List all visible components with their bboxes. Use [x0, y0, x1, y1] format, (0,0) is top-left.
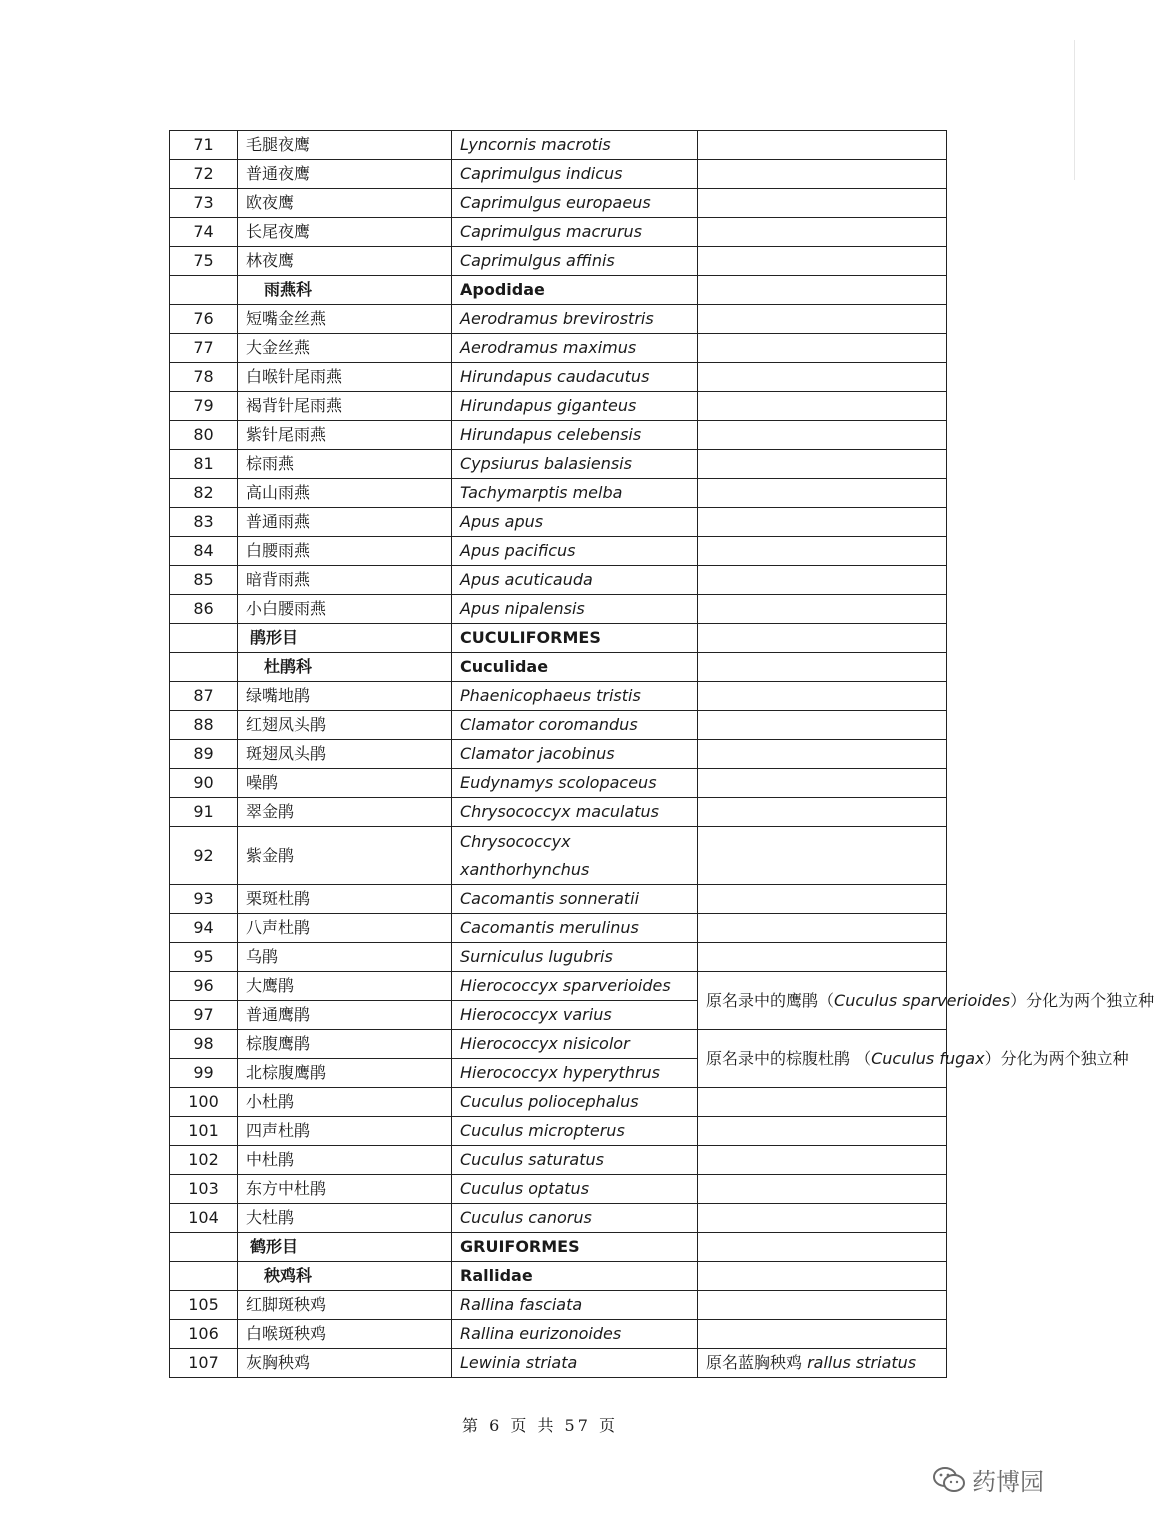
note-cell-empty — [698, 711, 947, 740]
table-row — [170, 711, 947, 740]
table-row — [170, 827, 947, 885]
note-cell-empty — [698, 769, 947, 798]
note-cell-empty — [698, 131, 947, 160]
note-text-end: ）分化为两个独立种 — [984, 1048, 1129, 1068]
chinese-name: 高山雨燕 — [238, 479, 452, 508]
note-cell-empty — [698, 247, 947, 276]
row-number: 87 — [170, 682, 238, 711]
note-cell-empty — [698, 537, 947, 566]
table-body — [170, 131, 1154, 1378]
family-row — [170, 653, 947, 682]
scientific-name: Hierococcyx varius — [452, 1001, 698, 1030]
chinese-name: 欧夜鹰 — [238, 189, 452, 218]
note-cell-empty — [698, 1233, 947, 1262]
scientific-name: Hirundapus caudacutus — [452, 363, 698, 392]
chinese-name: 小杜鹃 — [238, 1088, 452, 1117]
page-footer: 第 6 页 共 57 页 — [462, 1416, 618, 1435]
table-row — [170, 1030, 947, 1059]
chinese-name: 四声杜鹃 — [238, 1117, 452, 1146]
row-number: 101 — [170, 1117, 238, 1146]
scan-edge-line — [1074, 40, 1075, 180]
table-row — [170, 247, 947, 276]
table-row — [170, 595, 947, 624]
note-cell-empty — [698, 392, 947, 421]
row-number: 80 — [170, 421, 238, 450]
scientific-name: Aerodramus maximus — [452, 334, 698, 363]
table-row — [170, 769, 947, 798]
order-row — [170, 1233, 947, 1262]
table-row — [170, 1349, 947, 1378]
chinese-name: 东方中杜鹃 — [238, 1175, 452, 1204]
table-row — [170, 160, 947, 189]
scientific-name: Cuculidae — [452, 653, 698, 682]
note-cell-empty — [698, 421, 947, 450]
chinese-name: 大金丝燕 — [238, 334, 452, 363]
order-row — [170, 624, 947, 653]
note-cell-empty — [698, 624, 947, 653]
chinese-name: 暗背雨燕 — [238, 566, 452, 595]
table-row — [170, 189, 947, 218]
chinese-name: 棕雨燕 — [238, 450, 452, 479]
row-number: 90 — [170, 769, 238, 798]
scientific-name: Tachymarptis melba — [452, 479, 698, 508]
scientific-name: Chrysococcyx maculatus — [452, 798, 698, 827]
row-number: 94 — [170, 914, 238, 943]
scientific-name: Hierococcyx nisicolor — [452, 1030, 698, 1059]
note-cell-empty — [698, 1291, 947, 1320]
scientific-name: Cacomantis sonneratii — [452, 885, 698, 914]
note-text-end: ）分化为两个独立种 — [1010, 990, 1154, 1010]
watermark — [932, 1462, 1044, 1497]
note-cell-empty — [698, 740, 947, 769]
chinese-name: 棕腹鹰鹃 — [238, 1030, 452, 1059]
table-row — [170, 363, 947, 392]
scientific-name: Rallina fasciata — [452, 1291, 698, 1320]
note-cell-empty — [698, 566, 947, 595]
row-number: 97 — [170, 1001, 238, 1030]
chinese-name: 秧鸡科 — [238, 1262, 452, 1291]
chinese-name: 普通雨燕 — [238, 508, 452, 537]
note-scientific-name: Cuculus fugax — [871, 1048, 985, 1068]
row-number: 73 — [170, 189, 238, 218]
row-number: 99 — [170, 1059, 238, 1088]
note-text: 原名录中的棕腹杜鹃 （ — [706, 1048, 872, 1068]
scientific-name: Caprimulgus europaeus — [452, 189, 698, 218]
scientific-name: Cuculus canorus — [452, 1204, 698, 1233]
row-number: 89 — [170, 740, 238, 769]
table-row — [170, 305, 947, 334]
scientific-name: Hierococcyx sparverioides — [452, 972, 698, 1001]
scientific-name: Cypsiurus balasiensis — [452, 450, 698, 479]
bird-list-table — [169, 130, 1154, 1378]
note-cell-empty — [698, 363, 947, 392]
row-number: 102 — [170, 1146, 238, 1175]
chinese-name: 白喉斑秧鸡 — [238, 1320, 452, 1349]
note-cell-empty — [698, 334, 947, 363]
scientific-name: CUCULIFORMES — [452, 624, 698, 653]
table-row — [170, 1146, 947, 1175]
scientific-name: Apus pacificus — [452, 537, 698, 566]
row-number: 105 — [170, 1291, 238, 1320]
table-row — [170, 943, 947, 972]
scientific-name: Clamator jacobinus — [452, 740, 698, 769]
family-row — [170, 276, 947, 305]
scientific-name: Cuculus poliocephalus — [452, 1088, 698, 1117]
chinese-name: 中杜鹃 — [238, 1146, 452, 1175]
row-number: 84 — [170, 537, 238, 566]
scientific-name: Surniculus lugubris — [452, 943, 698, 972]
chinese-name: 大鹰鹃 — [238, 972, 452, 1001]
row-number: 72 — [170, 160, 238, 189]
chinese-name: 杜鹃科 — [238, 653, 452, 682]
table-row — [170, 740, 947, 769]
chinese-name: 小白腰雨燕 — [238, 595, 452, 624]
family-row — [170, 1262, 947, 1291]
chinese-name: 乌鹃 — [238, 943, 452, 972]
note-scientific-name: rallus striatus — [807, 1353, 917, 1372]
row-number: 93 — [170, 885, 238, 914]
note-text: 原名蓝胸秧鸡 — [706, 1353, 808, 1372]
row-number: 85 — [170, 566, 238, 595]
scientific-name: Apus apus — [452, 508, 698, 537]
table-row — [170, 1117, 947, 1146]
note-cell-empty — [698, 798, 947, 827]
chinese-name: 八声杜鹃 — [238, 914, 452, 943]
table-row — [170, 682, 947, 711]
note-scientific-name: Cuculus sparverioides — [834, 990, 1011, 1010]
note-cell — [698, 1030, 1129, 1088]
row-number: 88 — [170, 711, 238, 740]
table-row — [170, 798, 947, 827]
note-cell — [698, 972, 1154, 1030]
scientific-name: Phaenicophaeus tristis — [452, 682, 698, 711]
scientific-name: Lewinia striata — [452, 1349, 698, 1378]
row-number: 92 — [170, 827, 238, 885]
row-number: 81 — [170, 450, 238, 479]
table-row — [170, 1291, 947, 1320]
row-number: 91 — [170, 798, 238, 827]
row-number: 83 — [170, 508, 238, 537]
table-row — [170, 1088, 947, 1117]
table-row — [170, 508, 947, 537]
table-row — [170, 914, 947, 943]
note-cell-empty — [698, 827, 947, 885]
chinese-name: 普通夜鹰 — [238, 160, 452, 189]
table-row — [170, 1204, 947, 1233]
chinese-name: 紫针尾雨燕 — [238, 421, 452, 450]
note-text: 原名录中的鹰鹃（ — [706, 990, 835, 1010]
chinese-name: 雨燕科 — [238, 276, 452, 305]
table-row — [170, 450, 947, 479]
chinese-name: 褐背针尾雨燕 — [238, 392, 452, 421]
row-number: 96 — [170, 972, 238, 1001]
scientific-name: Cuculus optatus — [452, 1175, 698, 1204]
row-number: 98 — [170, 1030, 238, 1059]
note-cell-empty — [698, 276, 947, 305]
row-number: 78 — [170, 363, 238, 392]
table-row — [170, 218, 947, 247]
row-number: 100 — [170, 1088, 238, 1117]
table-row — [170, 131, 947, 160]
note-cell-empty — [698, 1204, 947, 1233]
scientific-name: Apus acuticauda — [452, 566, 698, 595]
scientific-name: Rallidae — [452, 1262, 698, 1291]
row-number: 86 — [170, 595, 238, 624]
watermark-text: 药博园 — [972, 1468, 1044, 1496]
note-cell-empty — [698, 160, 947, 189]
note-cell-empty — [698, 885, 947, 914]
scientific-name: Cacomantis merulinus — [452, 914, 698, 943]
table-row — [170, 537, 947, 566]
note-cell-empty — [698, 943, 947, 972]
wechat-icon — [932, 1465, 966, 1495]
scientific-name: Hirundapus celebensis — [452, 421, 698, 450]
row-number: 106 — [170, 1320, 238, 1349]
row-number: 103 — [170, 1175, 238, 1204]
row-number: 79 — [170, 392, 238, 421]
chinese-name: 长尾夜鹰 — [238, 218, 452, 247]
table-row — [170, 972, 947, 1001]
row-number — [170, 653, 238, 682]
note-cell-empty — [698, 1117, 947, 1146]
chinese-name: 白喉针尾雨燕 — [238, 363, 452, 392]
row-number — [170, 1233, 238, 1262]
scientific-name: Cuculus saturatus — [452, 1146, 698, 1175]
chinese-name: 紫金鹃 — [238, 827, 452, 885]
row-number: 82 — [170, 479, 238, 508]
chinese-name: 林夜鹰 — [238, 247, 452, 276]
table-row — [170, 1175, 947, 1204]
table-row — [170, 1320, 947, 1349]
row-number: 71 — [170, 131, 238, 160]
note-cell-empty — [698, 508, 947, 537]
note-cell-empty — [698, 1088, 947, 1117]
table-row — [170, 479, 947, 508]
chinese-name: 栗斑杜鹃 — [238, 885, 452, 914]
note-cell-empty — [698, 450, 947, 479]
note-cell-empty — [698, 479, 947, 508]
row-number: 77 — [170, 334, 238, 363]
row-number: 107 — [170, 1349, 238, 1378]
table-row — [170, 885, 947, 914]
note-cell-empty — [698, 682, 947, 711]
scientific-name: Apodidae — [452, 276, 698, 305]
scientific-name: Lyncornis macrotis — [452, 131, 698, 160]
note-cell — [698, 1349, 947, 1378]
row-number: 95 — [170, 943, 238, 972]
note-cell-empty — [698, 914, 947, 943]
note-cell-empty — [698, 653, 947, 682]
scientific-name: Clamator coromandus — [452, 711, 698, 740]
chinese-name: 鹤形目 — [238, 1233, 452, 1262]
table-row — [170, 334, 947, 363]
chinese-name: 斑翅凤头鹃 — [238, 740, 452, 769]
row-number: 76 — [170, 305, 238, 334]
scientific-name: Caprimulgus affinis — [452, 247, 698, 276]
chinese-name: 噪鹃 — [238, 769, 452, 798]
chinese-name: 红脚斑秧鸡 — [238, 1291, 452, 1320]
scientific-name: Hierococcyx hyperythrus — [452, 1059, 698, 1088]
note-cell-empty — [698, 1146, 947, 1175]
scientific-name: Caprimulgus macrurus — [452, 218, 698, 247]
row-number — [170, 1262, 238, 1291]
note-cell-empty — [698, 1262, 947, 1291]
chinese-name: 北棕腹鹰鹃 — [238, 1059, 452, 1088]
scientific-name: Caprimulgus indicus — [452, 160, 698, 189]
chinese-name: 毛腿夜鹰 — [238, 131, 452, 160]
chinese-name: 灰胸秧鸡 — [238, 1349, 452, 1378]
note-cell-empty — [698, 595, 947, 624]
row-number — [170, 624, 238, 653]
scientific-name: Aerodramus brevirostris — [452, 305, 698, 334]
scientific-name: Hirundapus giganteus — [452, 392, 698, 421]
row-number — [170, 276, 238, 305]
table-row — [170, 392, 947, 421]
row-number: 75 — [170, 247, 238, 276]
chinese-name: 鹃形目 — [238, 624, 452, 653]
scientific-name: Rallina eurizonoides — [452, 1320, 698, 1349]
chinese-name: 短嘴金丝燕 — [238, 305, 452, 334]
chinese-name: 红翅凤头鹃 — [238, 711, 452, 740]
table-row — [170, 421, 947, 450]
scientific-name: Apus nipalensis — [452, 595, 698, 624]
chinese-name: 绿嘴地鹃 — [238, 682, 452, 711]
chinese-name: 翠金鹃 — [238, 798, 452, 827]
scientific-name: GRUIFORMES — [452, 1233, 698, 1262]
note-cell-empty — [698, 305, 947, 334]
row-number: 104 — [170, 1204, 238, 1233]
scientific-name: Chrysococcyx xanthorhynchus — [452, 827, 698, 885]
note-cell-empty — [698, 1175, 947, 1204]
note-cell-empty — [698, 189, 947, 218]
chinese-name: 普通鹰鹃 — [238, 1001, 452, 1030]
table-row — [170, 566, 947, 595]
scientific-name: Cuculus micropterus — [452, 1117, 698, 1146]
scientific-name: Eudynamys scolopaceus — [452, 769, 698, 798]
row-number: 74 — [170, 218, 238, 247]
note-cell-empty — [698, 218, 947, 247]
chinese-name: 大杜鹃 — [238, 1204, 452, 1233]
chinese-name: 白腰雨燕 — [238, 537, 452, 566]
note-cell-empty — [698, 1320, 947, 1349]
